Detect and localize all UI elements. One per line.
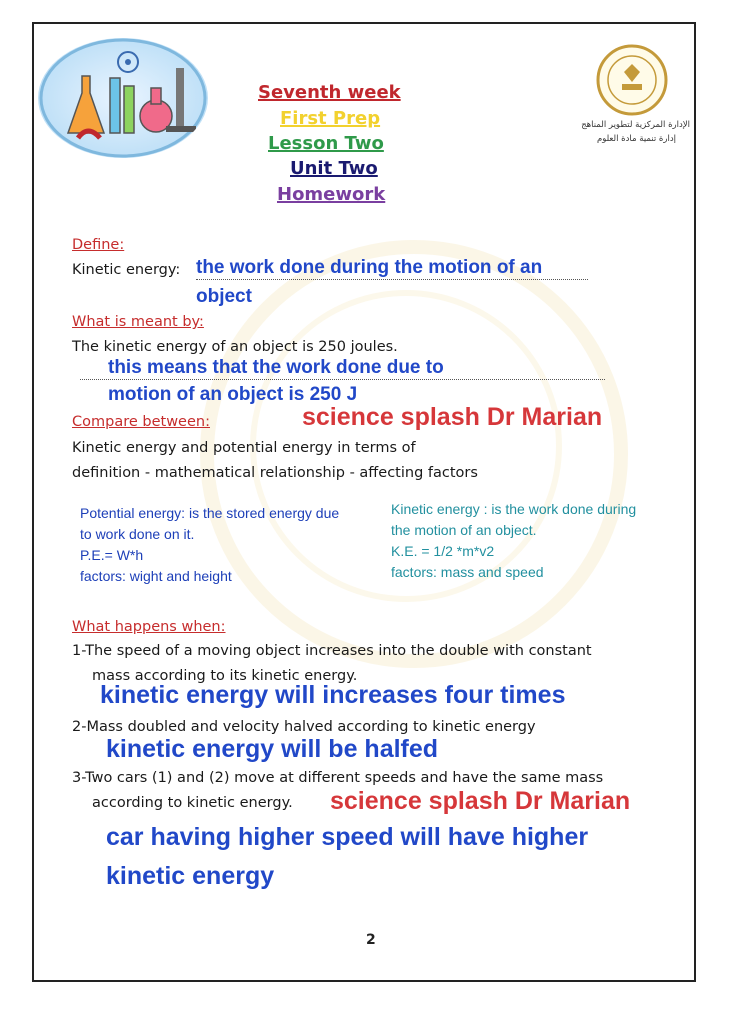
- question-1-line1: 1-The speed of a moving object increases into the double with constant: [72, 643, 592, 659]
- define-label: Define:: [72, 237, 125, 253]
- potential-energy-block: [80, 503, 339, 587]
- meant-by-statement: The kinetic energy of an object is 250 joules.: [72, 339, 398, 355]
- week-title: Seventh week: [258, 82, 401, 103]
- pe-line2: to work done on it.: [80, 526, 195, 542]
- lesson-title: Lesson Two: [268, 133, 384, 154]
- answer-1: kinetic energy will increases four times: [100, 681, 566, 709]
- compare-line2: definition - mathematical relationship - affecting factors: [72, 465, 478, 481]
- define-answer-line2: object: [196, 286, 252, 307]
- meant-by-label: What is meant by:: [72, 314, 204, 330]
- define-prompt: Kinetic energy:: [72, 262, 181, 278]
- seal-arabic-line2: إدارة تنمية مادة العلوم: [596, 134, 676, 144]
- science-lab-logo: [38, 38, 208, 158]
- ke-formula: K.E. = 1/2 *m*v2: [391, 543, 495, 559]
- what-happens-label: What happens when:: [72, 619, 226, 635]
- homework-title: Homework: [277, 184, 386, 205]
- define-answer-line1: the work done during the motion of an: [196, 257, 588, 280]
- meant-by-answer-line2: motion of an object is 250 J: [108, 384, 358, 405]
- pe-line1: Potential energy: is the stored energy due: [80, 505, 340, 521]
- question-1-line2: mass according to its kinetic energy.: [92, 668, 358, 684]
- page-number: 2: [366, 932, 376, 948]
- kinetic-energy-block: [391, 499, 636, 583]
- signature-2: science splash Dr Marian: [330, 787, 631, 815]
- unit-title: Unit Two: [290, 158, 378, 179]
- question-3-line1: 3-Two cars (1) and (2) move at different speeds and have the same mass: [72, 770, 604, 786]
- answer-2: kinetic energy will be halfed: [106, 735, 439, 763]
- compare-line1: Kinetic energy and potential energy in terms of: [72, 440, 416, 456]
- ke-line1: Kinetic energy : is the work done during: [391, 501, 637, 517]
- answer-3-line1: car having higher speed will have higher: [106, 823, 589, 851]
- question-2: 2-Mass doubled and velocity halved according to kinetic energy: [72, 719, 536, 735]
- ke-line2: the motion of an object.: [391, 522, 537, 538]
- signature-1: science splash Dr Marian: [302, 403, 603, 431]
- grade-title: First Prep: [280, 108, 381, 129]
- answer-3-line2: kinetic energy: [106, 862, 275, 890]
- pe-formula: P.E.= W*h: [80, 547, 144, 563]
- seal-arabic-line1: الإدارة المركزية لتطوير المناهج: [581, 120, 690, 130]
- ke-factors: factors: mass and speed: [391, 564, 544, 580]
- question-3-line2: according to kinetic energy.: [92, 795, 293, 811]
- lab-equipment-icon: [38, 38, 208, 158]
- pe-factors: factors: wight and height: [80, 568, 232, 584]
- compare-label: Compare between:: [72, 414, 210, 430]
- meant-by-answer-line1: this means that the work done due to: [80, 357, 605, 380]
